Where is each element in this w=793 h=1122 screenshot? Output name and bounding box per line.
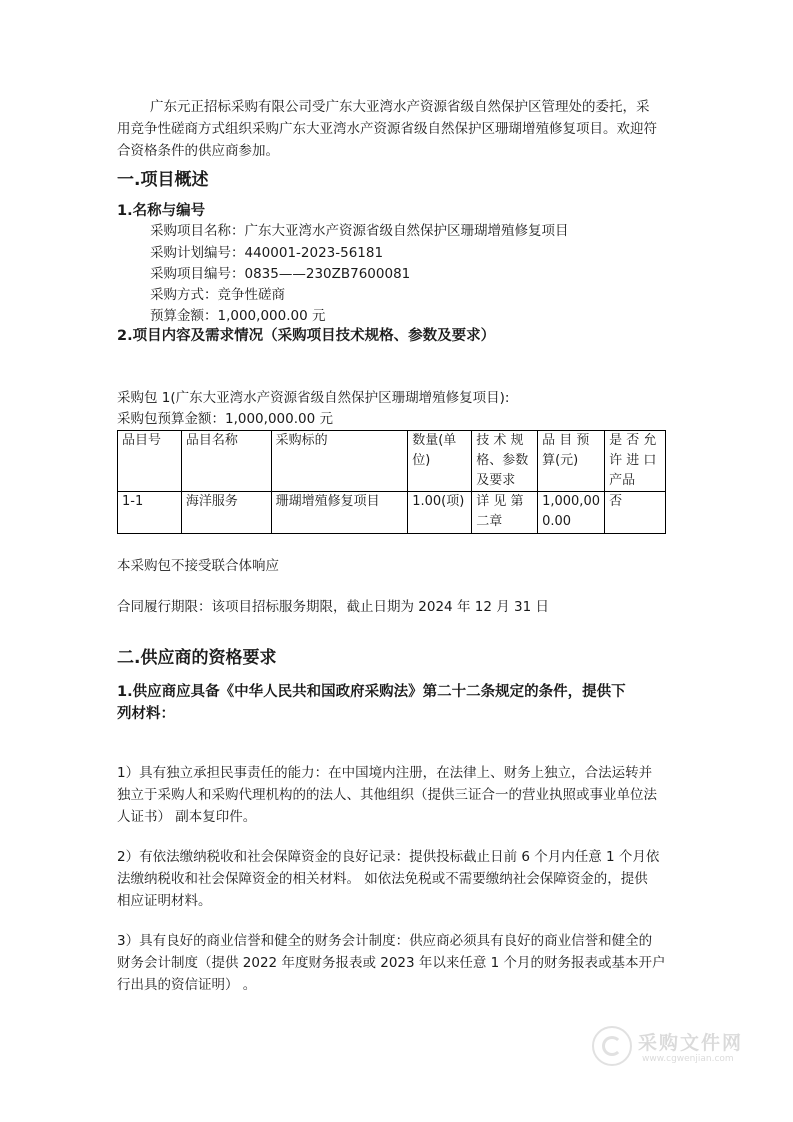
cell-spec bbox=[472, 492, 538, 534]
cell-line: 格、参数 bbox=[476, 453, 529, 468]
cell-line: 技 术 规 bbox=[476, 433, 524, 448]
req-1-line-1: 1）具有独立承担民事责任的能力：在中国境内注册，在法律上、财务上独立，合法运转并 bbox=[117, 765, 653, 781]
cell-subject: 珊瑚增殖修复项目 bbox=[271, 492, 408, 534]
req-3-line-2: 财务会计制度（提供 2022 年度财务报表或 2023 年以来任意 1 个月的财务报表或基本开户 bbox=[117, 955, 666, 971]
header-item-no: 品目号 bbox=[118, 431, 182, 492]
watermark-title: 采购文件网 bbox=[638, 1032, 744, 1054]
intro-line-2: 用竞争性磋商方式组织采购广东大亚湾水产资源省级自然保护区珊瑚增殖修复项目。欢迎符 bbox=[117, 121, 657, 137]
header-item-name: 品目名称 bbox=[181, 431, 271, 492]
table-header-row bbox=[118, 431, 666, 492]
package-line: 采购包 1(广东大亚湾水产资源省级自然保护区珊瑚增殖修复项目): bbox=[117, 390, 510, 406]
watermark bbox=[592, 1026, 752, 1074]
cell-line: 详 见 第 bbox=[476, 494, 524, 509]
intro-line-1: 广东元正招标采购有限公司受广东大亚湾水产资源省级自然保护区管理处的委托，采 bbox=[150, 99, 650, 115]
watermark-url: www.cgwenjian.com bbox=[642, 1054, 734, 1064]
plan-number-line: 采购计划编号：440001-2023-56181 bbox=[150, 245, 384, 261]
project-number-line: 采购项目编号：0835——230ZB7600081 bbox=[150, 266, 411, 282]
cell-line: 1,000,00 bbox=[542, 494, 600, 509]
header-spec bbox=[472, 431, 538, 492]
cell-line: 是 否 允 bbox=[609, 433, 657, 448]
items-table bbox=[117, 430, 666, 534]
package-budget-line: 采购包预算金额：1,000,000.00 元 bbox=[117, 411, 333, 427]
project-name-line: 采购项目名称：广东大亚湾水产资源省级自然保护区珊瑚增殖修复项目 bbox=[150, 223, 569, 239]
method-line: 采购方式：竞争性磋商 bbox=[150, 287, 285, 303]
consortium-note: 本采购包不接受联合体响应 bbox=[117, 558, 279, 574]
section-2-title: 二.供应商的资格要求 bbox=[117, 648, 277, 668]
cell-line: 二章 bbox=[476, 514, 503, 529]
cell-import-allowed bbox=[605, 492, 666, 534]
cell-quantity bbox=[408, 492, 472, 534]
cell-line: 否 bbox=[609, 494, 623, 509]
logo-icon bbox=[592, 1026, 632, 1066]
cell-line: 许 进 口 bbox=[609, 453, 657, 468]
cell-item-budget bbox=[538, 492, 605, 534]
cell-line: 1.00(项) bbox=[412, 494, 465, 509]
header-subject: 采购标的 bbox=[271, 431, 408, 492]
section-2-1-title-line-2: 列材料： bbox=[117, 706, 175, 722]
budget-line: 预算金额：1,000,000.00 元 bbox=[150, 308, 326, 324]
cell-item-name: 海洋服务 bbox=[181, 492, 271, 534]
section-1-1-title: 1.名称与编号 bbox=[117, 203, 206, 219]
header-import-allowed bbox=[605, 431, 666, 492]
contract-term-note: 合同履行期限：该项目招标服务期限，截止日期为 2024 年 12 月 31 日 bbox=[117, 599, 549, 615]
section-2-1-title-line-1: 1.供应商应具备《中华人民共和国政府采购法》第二十二条规定的条件，提供下 bbox=[117, 684, 626, 700]
req-3-line-3: 行出具的资信证明） 。 bbox=[117, 977, 257, 993]
cell-line: 0.00 bbox=[542, 514, 572, 529]
intro-line-3: 合资格条件的供应商参加。 bbox=[117, 143, 279, 159]
req-3-line-1: 3）具有良好的商业信誉和健全的财务会计制度：供应商必须具有良好的商业信誉和健全的 bbox=[117, 933, 653, 949]
cell-line: 产品 bbox=[609, 473, 636, 488]
cell-line: 品 目 预 bbox=[542, 433, 590, 448]
cell-item-no: 1-1 bbox=[118, 492, 182, 534]
req-2-line-1: 2）有依法缴纳税收和社会保障资金的良好记录：提供投标截止日前 6 个月内任意 1 个月依 bbox=[117, 849, 660, 865]
req-1-line-2: 独立于采购人和采购代理机构的的法人、其他组织（提供三证合一的营业执照或事业单位法 bbox=[117, 787, 657, 803]
header-quantity bbox=[408, 431, 472, 492]
cell-line: 及要求 bbox=[476, 473, 516, 488]
cell-line: 位) bbox=[412, 453, 431, 468]
cell-line: 算(元) bbox=[542, 453, 579, 468]
header-item-budget bbox=[538, 431, 605, 492]
cell-line: 数量(单 bbox=[412, 433, 457, 448]
section-1-2-title: 2.项目内容及需求情况（采购项目技术规格、参数及要求） bbox=[117, 328, 496, 344]
section-1-title: 一.项目概述 bbox=[117, 170, 209, 190]
table-row bbox=[118, 492, 666, 534]
req-2-line-3: 相应证明材料。 bbox=[117, 893, 212, 909]
req-2-line-2: 法缴纳税收和社会保障资金的相关材料。 如依法免税或不需要缴纳社会保障资金的，提供 bbox=[117, 871, 648, 887]
req-1-line-3: 人证书） 副本复印件。 bbox=[117, 809, 257, 825]
